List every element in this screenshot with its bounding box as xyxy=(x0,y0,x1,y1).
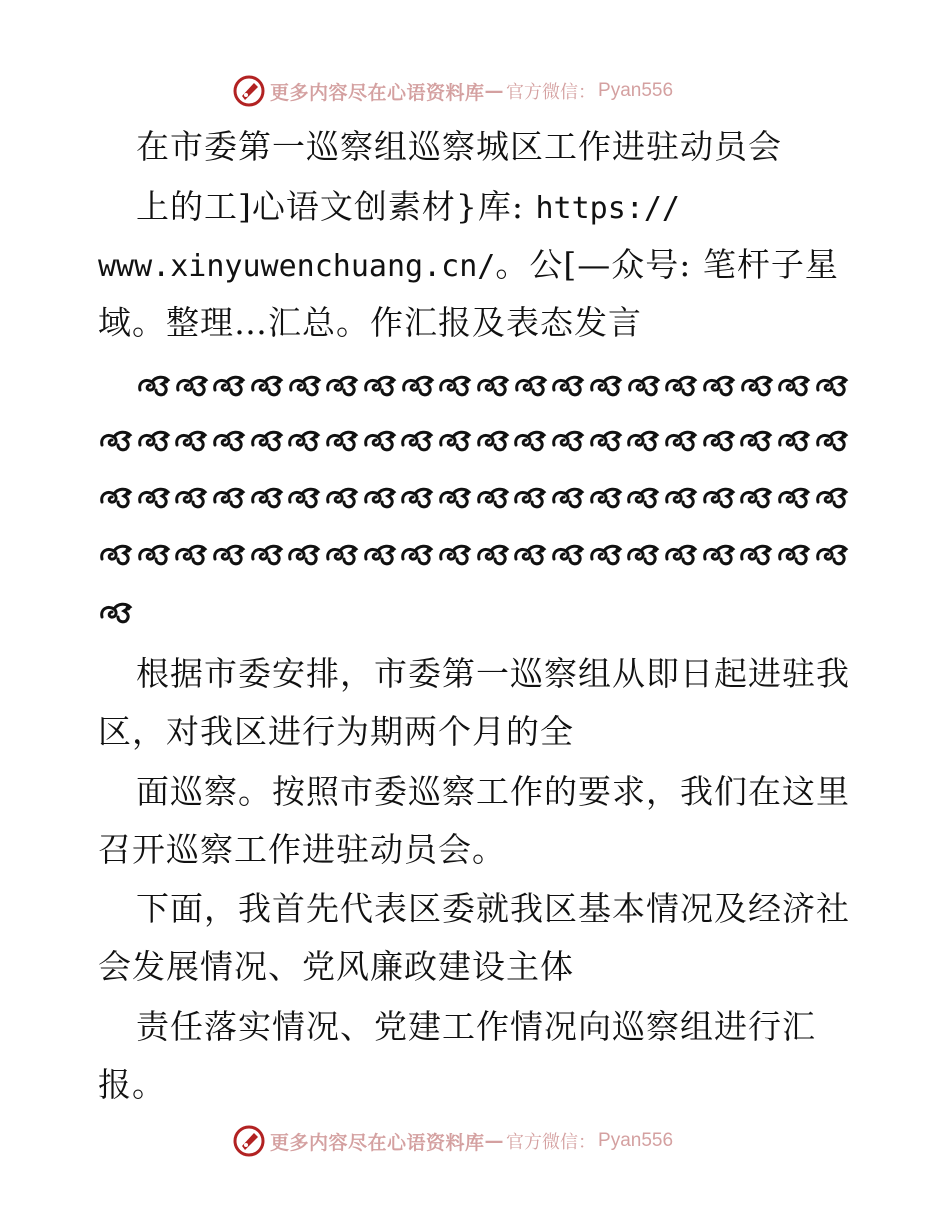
header-banner xyxy=(0,70,950,110)
swirl-ornament-icon xyxy=(814,427,850,453)
swirl-ornament-icon xyxy=(625,427,661,453)
ornament-row-3 xyxy=(98,480,850,514)
swirl-ornament-icon xyxy=(287,372,323,398)
swirl-ornament-icon xyxy=(663,427,699,453)
banner-wechat-id: Pyan556 xyxy=(598,80,674,101)
swirl-ornament-icon xyxy=(550,427,586,453)
pen-logo-icon xyxy=(232,1124,266,1158)
swirl-ornament-icon xyxy=(626,372,662,398)
swirl-ornament-icon xyxy=(776,541,812,567)
title-line-1: 在市委第一巡察组巡察城区工作进驻动员会 xyxy=(136,127,782,166)
swirl-ornament-icon xyxy=(776,372,812,398)
ornament-row-5 xyxy=(98,595,138,629)
swirl-ornament-icon xyxy=(98,541,134,567)
paragraph-3-line-1: 下面，我首先代表区委就我区基本情况及经济社 xyxy=(136,889,850,928)
swirl-ornament-icon xyxy=(588,427,624,453)
swirl-ornament-icon xyxy=(588,484,624,510)
swirl-ornament-icon xyxy=(475,427,511,453)
swirl-ornament-icon xyxy=(625,484,661,510)
banner-separator: — xyxy=(484,80,505,102)
swirl-ornament-icon xyxy=(98,484,134,510)
banner-wechat-label: 官方微信： xyxy=(506,1132,597,1153)
swirl-ornament-icon xyxy=(814,484,850,510)
ornament-row-2 xyxy=(98,423,850,457)
swirl-ornament-icon xyxy=(663,541,699,567)
swirl-ornament-icon xyxy=(814,372,850,398)
swirl-ornament-icon xyxy=(211,484,247,510)
swirl-ornament-icon xyxy=(324,427,360,453)
swirl-ornament-icon xyxy=(512,484,548,510)
swirl-ornament-icon xyxy=(550,541,586,567)
swirl-ornament-icon xyxy=(776,484,812,510)
swirl-ornament-icon xyxy=(399,427,435,453)
swirl-ornament-icon xyxy=(739,372,775,398)
swirl-ornament-icon xyxy=(324,484,360,510)
swirl-ornament-icon xyxy=(663,372,699,398)
swirl-ornament-icon xyxy=(550,372,586,398)
swirl-ornament-icon xyxy=(738,427,774,453)
swirl-ornament-icon xyxy=(324,541,360,567)
swirl-ornament-icon xyxy=(174,372,210,398)
swirl-ornament-icon xyxy=(324,372,360,398)
banner-wechat-id: Pyan556 xyxy=(598,1130,674,1151)
paragraph-4-line-2: 报。 xyxy=(98,1065,166,1104)
swirl-ornament-icon xyxy=(286,427,322,453)
banner-promo-text: 更多内容尽在心语资料库 xyxy=(270,81,485,104)
swirl-ornament-icon xyxy=(362,484,398,510)
swirl-ornament-icon xyxy=(173,541,209,567)
swirl-ornament-icon xyxy=(437,541,473,567)
swirl-ornament-icon xyxy=(211,372,247,398)
ornament-row-4 xyxy=(98,537,850,571)
paragraph-2-line-1: 面巡察。按照市委巡察工作的要求，我们在这里 xyxy=(136,772,850,811)
swirl-ornament-icon xyxy=(513,372,549,398)
paragraph-2-line-2: 召开巡察工作进驻动员会。 xyxy=(98,830,506,869)
swirl-ornament-icon xyxy=(701,427,737,453)
swirl-ornament-icon xyxy=(437,484,473,510)
swirl-ornament-icon xyxy=(136,484,172,510)
swirl-ornament-icon xyxy=(550,484,586,510)
swirl-ornament-icon xyxy=(437,427,473,453)
swirl-ornament-icon xyxy=(98,427,134,453)
swirl-ornament-icon xyxy=(399,541,435,567)
swirl-ornament-icon xyxy=(475,541,511,567)
swirl-ornament-icon xyxy=(173,484,209,510)
paragraph-1-line-1: 根据市委安排，市委第一巡察组从即日起进驻我 xyxy=(136,654,850,693)
swirl-ornament-icon xyxy=(512,427,548,453)
swirl-ornament-icon xyxy=(663,484,699,510)
swirl-ornament-icon xyxy=(173,427,209,453)
swirl-ornament-icon xyxy=(136,541,172,567)
title-line-2 xyxy=(136,187,680,229)
swirl-ornament-icon xyxy=(437,372,473,398)
swirl-ornament-icon xyxy=(136,372,172,398)
swirl-ornament-icon xyxy=(701,372,737,398)
swirl-ornament-icon xyxy=(136,427,172,453)
paragraph-3-line-2: 会发展情况、党风廉政建设主体 xyxy=(98,947,574,986)
swirl-ornament-icon xyxy=(211,541,247,567)
swirl-ornament-icon xyxy=(776,427,812,453)
ornament-row-1 xyxy=(136,368,850,402)
swirl-ornament-icon xyxy=(400,372,436,398)
swirl-ornament-icon xyxy=(362,427,398,453)
swirl-ornament-icon xyxy=(701,541,737,567)
swirl-ornament-icon xyxy=(738,484,774,510)
swirl-ornament-icon xyxy=(701,484,737,510)
banner-wechat-label: 官方微信： xyxy=(506,82,597,103)
title-url-part-2: www.xinyuwenchuang.cn/ xyxy=(98,249,496,284)
title-url-part-1: https:// xyxy=(535,191,680,226)
footer-banner xyxy=(0,1120,950,1160)
swirl-ornament-icon xyxy=(814,541,850,567)
swirl-ornament-icon xyxy=(588,372,624,398)
paragraph-1-line-2: 区，对我区进行为期两个月的全 xyxy=(98,712,574,751)
pen-logo-icon xyxy=(232,74,266,108)
title-line-3-text: 。公[—众号: 笔杆子星 xyxy=(495,245,839,284)
title-line-4: 域。整理…汇总。作汇报及表态发言 xyxy=(98,303,642,342)
swirl-ornament-icon xyxy=(249,427,285,453)
swirl-ornament-icon xyxy=(625,541,661,567)
swirl-ornament-icon xyxy=(738,541,774,567)
swirl-ornament-icon xyxy=(475,372,511,398)
banner-separator: — xyxy=(484,1130,505,1152)
swirl-ornament-icon xyxy=(211,427,247,453)
swirl-ornament-icon xyxy=(249,372,285,398)
swirl-ornament-icon xyxy=(249,484,285,510)
swirl-ornament-icon xyxy=(286,541,322,567)
title-line-2-text: 上的工]心语文创素材}库: xyxy=(136,187,536,226)
banner-promo-text: 更多内容尽在心语资料库 xyxy=(270,1131,485,1154)
swirl-ornament-icon xyxy=(588,541,624,567)
swirl-ornament-icon xyxy=(249,541,285,567)
swirl-ornament-icon xyxy=(399,484,435,510)
swirl-ornament-icon xyxy=(98,599,134,625)
paragraph-4-line-1: 责任落实情况、党建工作情况向巡察组进行汇 xyxy=(136,1007,816,1046)
swirl-ornament-icon xyxy=(475,484,511,510)
swirl-ornament-icon xyxy=(286,484,322,510)
swirl-ornament-icon xyxy=(512,541,548,567)
title-line-3 xyxy=(98,245,839,287)
swirl-ornament-icon xyxy=(362,372,398,398)
swirl-ornament-icon xyxy=(362,541,398,567)
